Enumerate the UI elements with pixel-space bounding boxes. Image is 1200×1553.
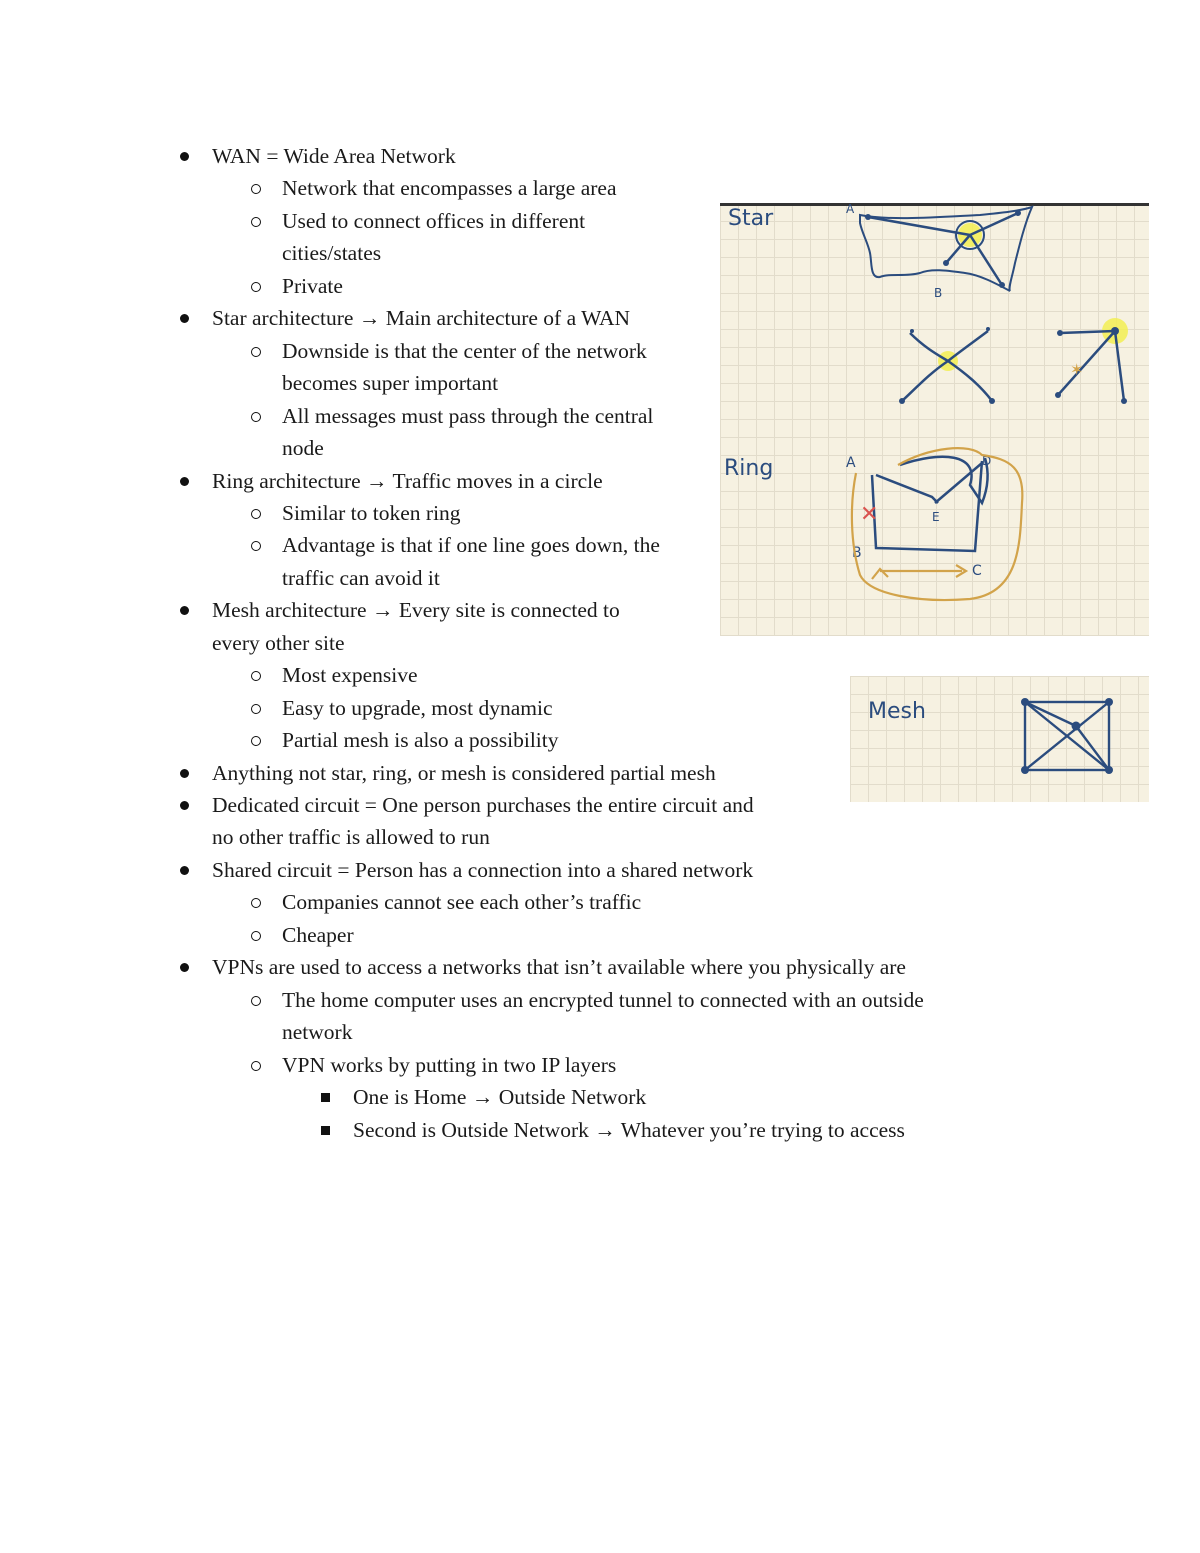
ring-node-label-c: C — [972, 563, 982, 579]
ring-node-label-b: B — [852, 545, 862, 561]
bullet-circle-icon — [251, 541, 261, 551]
star-ring-sketch — [720, 203, 1149, 636]
note-line: Shared circuit = Person has a connection into a shared network — [212, 857, 754, 882]
star-node-label-b: B — [934, 286, 943, 300]
bullet-circle-icon — [251, 931, 261, 941]
bullet-dot-icon — [180, 606, 189, 615]
bullet-circle-icon — [251, 1061, 261, 1071]
bullet-circle-icon — [251, 996, 261, 1006]
note-line: Dedicated circuit = One person purchases the entire circuit and — [212, 793, 754, 817]
star-node-label-a: A — [846, 203, 855, 216]
note-line: network — [282, 1020, 353, 1045]
bullet-circle-icon — [251, 412, 261, 422]
svg-text:✶: ✶ — [1070, 360, 1084, 379]
note-line: Used to connect offices in different — [282, 208, 586, 233]
note-line: One is Home → Outside Network — [353, 1085, 647, 1110]
note-line: Star architecture → Main architecture of a WAN — [212, 306, 631, 331]
note-line: Downside is that the center of the network — [282, 338, 647, 363]
bullet-circle-icon — [251, 347, 261, 357]
mesh-sketch — [850, 676, 1149, 802]
note-line: Most expensive — [282, 663, 418, 688]
bullet-dot-icon — [180, 769, 189, 778]
note-line: All messages must pass through the central — [282, 403, 654, 428]
bullet-circle-icon — [251, 509, 261, 519]
bullet-circle-icon — [251, 671, 261, 681]
bullet-circle-icon — [251, 184, 261, 194]
ring-label: Ring — [724, 456, 774, 481]
note-line: cities/states — [282, 241, 382, 266]
note-line: Network that encompasses a large area — [282, 176, 617, 201]
note-line: Ring architecture → Traffic moves in a circle — [212, 468, 603, 493]
note-line: Private — [282, 273, 343, 298]
bullet-circle-icon — [251, 704, 261, 714]
star-label: Star — [728, 206, 774, 231]
note-line: Cheaper — [282, 922, 354, 947]
mesh-drawing — [850, 676, 1149, 802]
note-line: Anything not star, ring, or mesh is considered partial mesh — [212, 760, 716, 785]
bullet-dot-icon — [180, 963, 189, 972]
note-line: Mesh architecture → Every site is connected to — [212, 598, 620, 623]
ring-node-label-e: E — [932, 510, 940, 524]
svg-text:✕: ✕ — [860, 502, 879, 527]
note-line: WAN = Wide Area Network — [212, 144, 456, 168]
bullet-dot-icon — [180, 801, 189, 810]
note-line: Companies cannot see each other’s traffic — [282, 890, 642, 915]
note-line: no other traffic is allowed to run — [212, 825, 490, 850]
bullet-dot-icon — [180, 152, 189, 161]
mesh-label: Mesh — [868, 699, 926, 724]
note-line: every other site — [212, 630, 345, 655]
bullet-dot-icon — [180, 314, 189, 323]
bullet-circle-icon — [251, 282, 261, 292]
note-line: VPNs are used to access a networks that isn’t available where you physically are — [212, 955, 906, 980]
note-line: becomes super important — [282, 371, 499, 396]
bullet-circle-icon — [251, 217, 261, 227]
ring-node-label-d: D — [982, 454, 992, 468]
note-line: Similar to token ring — [282, 500, 461, 525]
note-line: Easy to upgrade, most dynamic — [282, 695, 553, 720]
star-ring-drawing — [720, 203, 1149, 636]
bullet-dot-icon — [180, 866, 189, 875]
bullet-circle-icon — [251, 736, 261, 746]
note-line: node — [282, 436, 324, 461]
note-line: Advantage is that if one line goes down, the — [282, 533, 660, 558]
note-line: traffic can avoid it — [282, 565, 440, 590]
note-line: The home computer uses an encrypted tunnel to connected with an outside — [282, 987, 924, 1012]
ring-node-label-a: A — [846, 455, 856, 471]
note-line: Partial mesh is also a possibility — [282, 728, 559, 753]
note-line: Second is Outside Network → Whatever you’re trying to access — [353, 1117, 905, 1142]
bullet-dot-icon — [180, 477, 189, 486]
bullet-square-icon — [321, 1093, 330, 1102]
note-line: VPN works by putting in two IP layers — [282, 1052, 617, 1077]
bullet-square-icon — [321, 1126, 330, 1135]
bullet-circle-icon — [251, 898, 261, 908]
